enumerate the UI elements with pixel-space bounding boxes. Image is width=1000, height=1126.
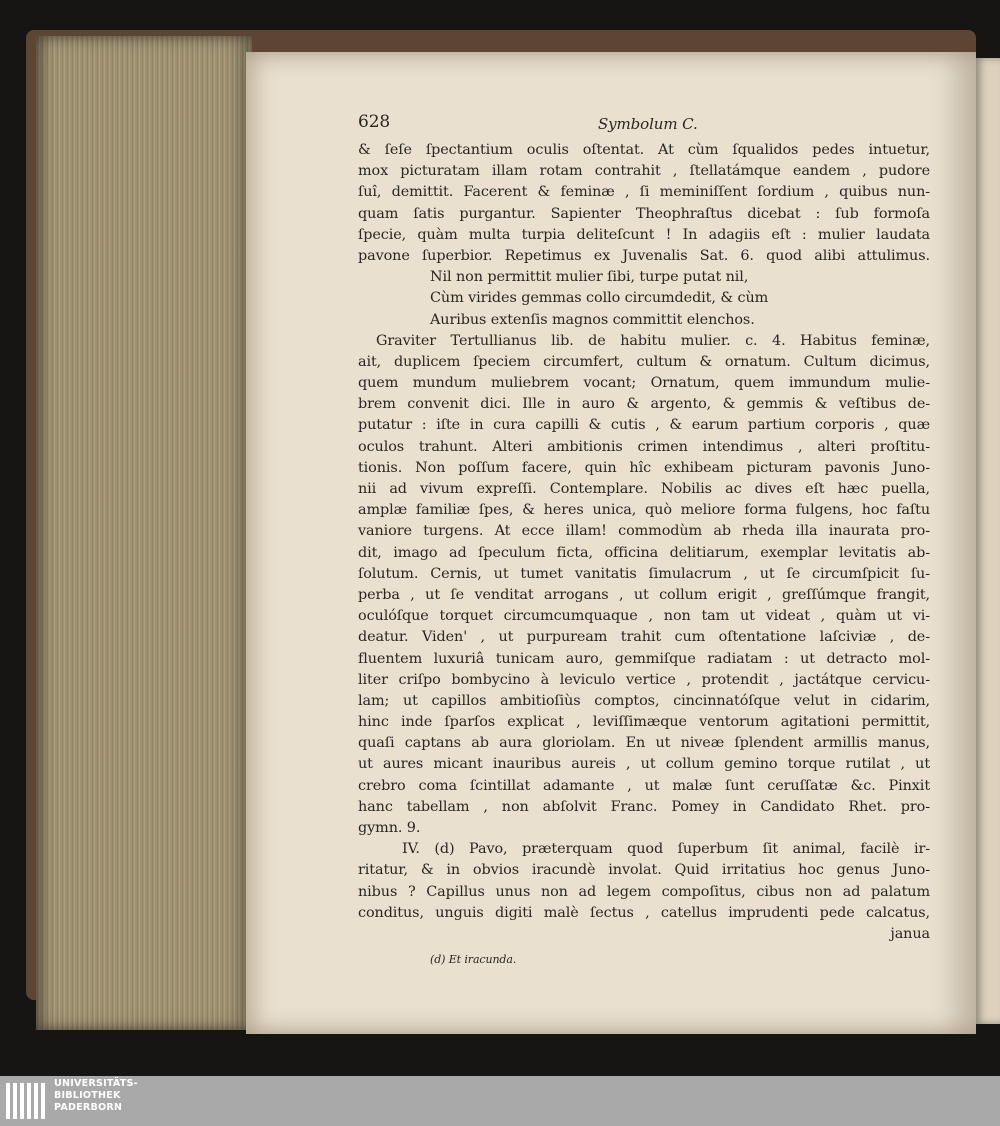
text-line: hinc inde ſparſos explicat , leviſſimæque ventorum agitationi permittit, [358, 714, 930, 731]
text-line: vaniore turgens. At ecce illam! commodùm ab rheda illa inaurata pro- [358, 523, 930, 540]
text-line: & ſeſe ſpectantium oculis oſtentat. At cùm ſqualidos pedes intuetur, [358, 142, 930, 158]
text-line: liter criſpo bombycino à leviculo vertice , protendit , jactátque cervicu- [358, 671, 930, 688]
text-line: amplæ familiæ ſpes, & heres unica, quò meliore forma fulgens, hoc faſtu [358, 502, 930, 519]
text-line: putatur : iſte in cura capilli & cutis , & earum partium corporis , quæ [358, 417, 930, 434]
library-name [54, 1078, 138, 1114]
verse-line: Nil non permittit mulier ſibi, turpe putat nil, [430, 269, 749, 286]
text-line: perba , ut ſe venditat arrogans , ut collum erigit , greſſúmque frangit, [358, 586, 930, 603]
text-line: quaſi captans ab aura gloriolam. En ut niveæ ſplendent armillis manus, [358, 735, 930, 752]
text-line: ſolutum. Cernis, ut tumet vanitatis ſimulacrum , ut ſe circumſpicit ſu- [358, 565, 930, 582]
catchword: janua [890, 925, 930, 942]
text-line: ſpecie, quàm multa turpia deliteſcunt ! In adagiis eſt : mulier laudata [358, 226, 930, 243]
text-line: lam; ut capillos ambitioſiùs comptos, cincinnatóſque velut in cidarim, [358, 692, 930, 709]
paragraph-first-line: Graviter Tertullianus lib. de habitu mulier. c. 4. Habitus feminæ, [376, 332, 930, 349]
running-head [358, 112, 930, 140]
text-line: oculos trahunt. Alteri ambitionis crimen intendimus , alteri proſtitu- [358, 438, 930, 455]
facing-page-edge [974, 58, 1000, 1024]
library-name-line: UNIVERSITÄTS- [54, 1078, 138, 1089]
running-title: Symbolum C. [598, 115, 698, 133]
page-number: 628 [358, 112, 391, 132]
text-line: quem mundum muliebrem vocant; Ornatum, quem immundum mulie- [358, 375, 930, 392]
text-line: hanc tabellam , non abſolvit Franc. Pomey in Candidato Rhet. pro- [358, 798, 930, 815]
text-line: tionis. Non poſſum facere, quin hîc exhibeam picturam pavonis Juno- [358, 459, 930, 476]
library-footer-band [0, 1076, 1000, 1126]
library-logo-icon [6, 1083, 50, 1119]
text-line: conditus, unguis digiti malè ſectus , catellus imprudenti pede calcatus, [358, 904, 930, 921]
verse-line: Cùm virides gemmas collo circumdedit, & cùm [430, 290, 769, 307]
book-page-edges [36, 36, 252, 1030]
section-iv-first-line: IV. (d) Pavo, præterquam quod ſuperbum ſit animal, facilè ir- [402, 841, 930, 858]
text-line: ritatur, & in obvios iracundè involat. Quid irritatius hoc genus Juno- [358, 862, 930, 879]
text-line: nii ad vivum expreſſi. Contemplare. Nobilis ac dives eſt hæc puella, [358, 481, 930, 497]
text-line: ſuî, demittit. Facerent & feminæ , ſi meminiſſent ſordium , quibus nun- [358, 184, 930, 201]
text-line: brem convenit dici. Ille in auro & argento, & gemmis & veſtibus de- [358, 396, 930, 413]
library-name-line: BIBLIOTHEK [54, 1090, 121, 1101]
page-text-block [358, 112, 930, 969]
text-line: quam ſatis purgantur. Sapienter Theophraſtus dicebat : ſub formoſa [358, 205, 930, 222]
verse-line: Auribus extenſis magnos committit elenchos. [430, 311, 755, 328]
text-line: oculóſque torquet circumcumquaque , non tam ut videat , quàm ut vi- [358, 608, 930, 625]
text-line: fluentem luxuriâ tunicam auro, gemmiſque radiatam : ut detracto mol- [358, 650, 930, 667]
text-line: ait, duplicem ſpeciem circumfert, cultum & ornatum. Cultum dicimus, [358, 353, 930, 370]
footnote: (d) Et iracunda. [430, 953, 517, 967]
text-line: dit, imago ad ſpeculum ficta, officina delitiarum, exemplar levitatis ab- [358, 544, 930, 561]
text-line: pavone ſuperbior. Repetimus ex Juvenalis Sat. 6. quod alibi attulimus. [358, 247, 930, 264]
text-line: ut aures micant inauribus aureis , ut collum gemino torque rutilat , ut [358, 756, 930, 773]
text-line: gymn. 9. [358, 820, 421, 836]
text-line: crebro coma ſcintillat adamante , ut malæ ſunt ceruſſatæ &c. Pinxit [358, 777, 930, 794]
text-line: nibus ? Capillus unus non ad legem compoſitus, cibus non ad palatum [358, 883, 930, 900]
text-line: deatur. Viden' , ut purpuream trahit cum oſtentatione laſciviæ , de- [358, 629, 930, 646]
text-line: mox picturatam illam rotam contrahit , ſtellatámque eandem , pudore [358, 163, 930, 180]
library-name-line: PADERBORN [54, 1102, 123, 1113]
